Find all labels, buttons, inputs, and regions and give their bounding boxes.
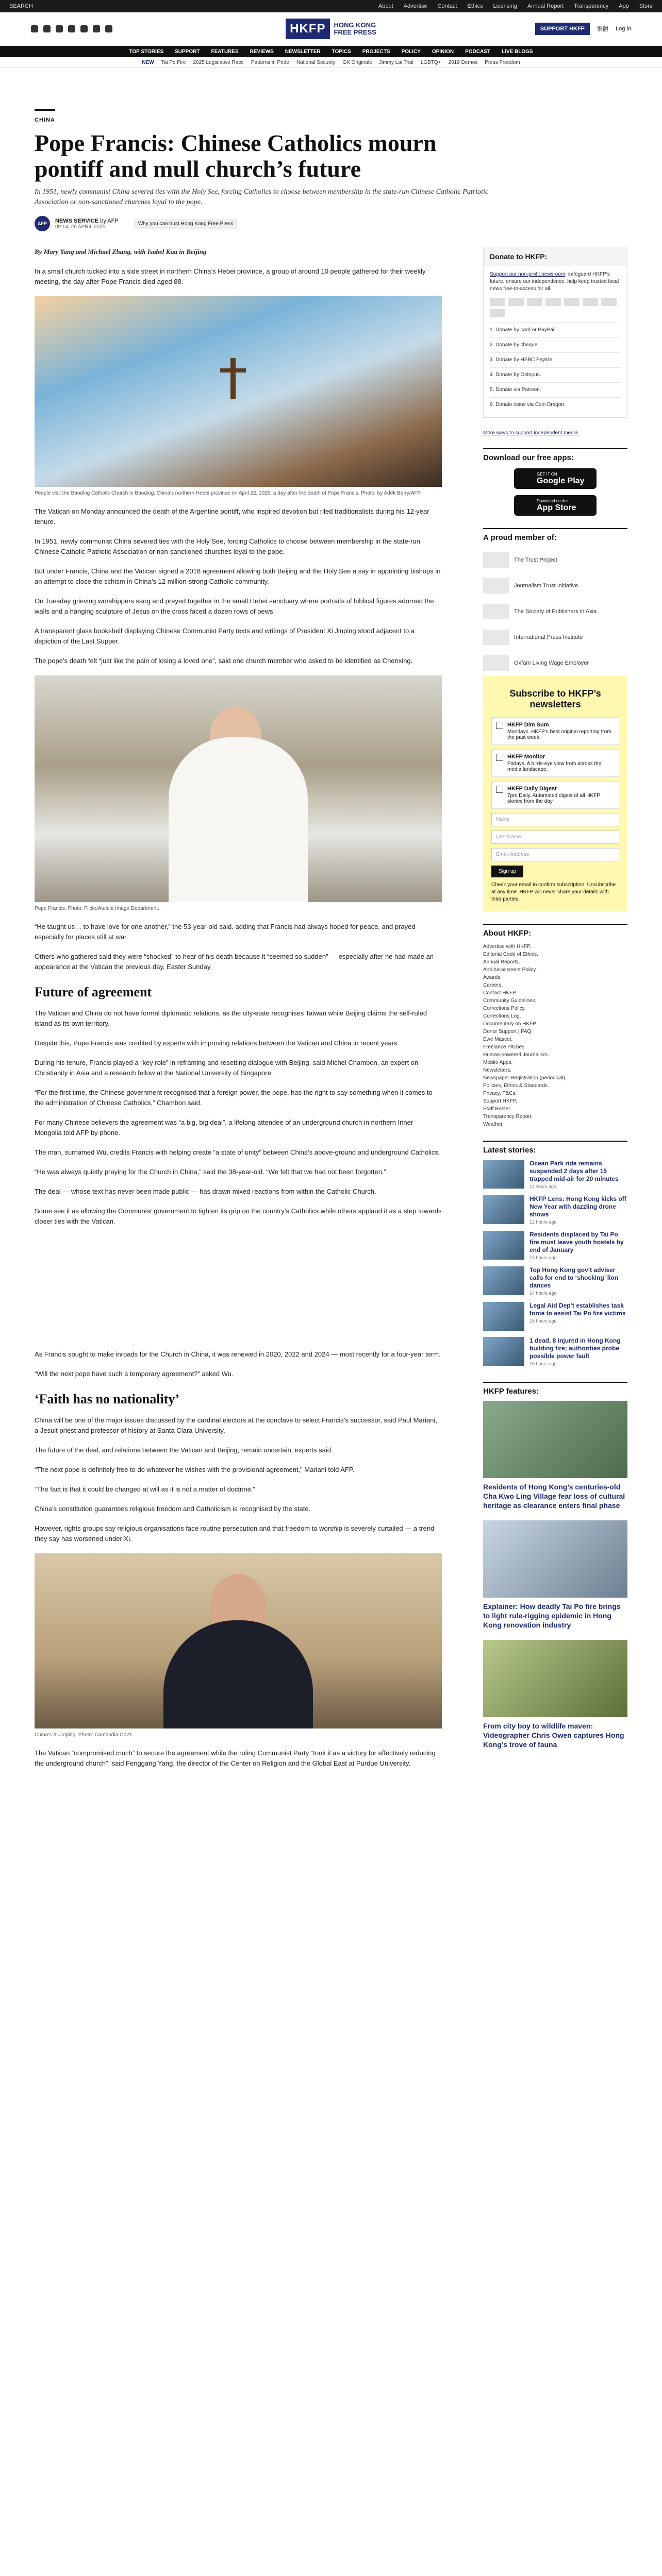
article-category[interactable]: CHINA	[35, 117, 55, 123]
donate-box	[483, 247, 627, 418]
paragraph: China will be one of the major issues discussed by the cardinal electors at the conclave to select Francis’s successor, said Paul Mariani, a Jesuit priest and professor of history at Santa Clara University.	[35, 1416, 437, 1434]
nav-policy[interactable]: POLICY	[401, 48, 421, 55]
store-name: Google Play	[537, 476, 585, 485]
donate-intro-link[interactable]: Support our non-profit newsroom	[490, 272, 566, 277]
donate-option[interactable]: 5. Donate via Patreon.	[490, 382, 621, 397]
trending-item[interactable]: GK Originals	[342, 59, 372, 65]
story-title: 1 dead, 8 injured in Hong Kong building fire; authorities probe possible power fault	[529, 1337, 621, 1360]
feature-title: From city boy to wildlife maven: Videographer Chris Owen captures Hong Kong’s trove of fauna	[483, 1722, 624, 1749]
story-thumbnail	[483, 1302, 524, 1331]
byline-label: NEWS SERVICE	[55, 217, 99, 224]
story-thumbnail	[483, 1266, 524, 1295]
member-item[interactable]	[483, 599, 627, 624]
member-item[interactable]	[483, 547, 627, 573]
topbar-link-licensing[interactable]: Licensing	[493, 3, 517, 9]
about-link[interactable]: Documentary on HKFP.	[483, 1021, 537, 1027]
about-link[interactable]: Freelance Pitches.	[483, 1044, 526, 1050]
newsletter-box	[483, 676, 627, 911]
story-title: Ocean Park ride remains suspended 2 days after 15 trapped mid-air for 20 minutes	[529, 1160, 619, 1182]
newsletter-option[interactable]	[491, 781, 619, 809]
instagram-icon[interactable]	[56, 25, 63, 32]
features-title: HKFP features:	[483, 1382, 627, 1396]
about-link[interactable]: Editorial Code of Ethics.	[483, 952, 538, 957]
about-link[interactable]: Weather.	[483, 1122, 504, 1127]
article-wrapper	[35, 109, 627, 1778]
donate-option[interactable]: 3. Donate by HSBC PayMe.	[490, 352, 621, 367]
paragraph: Some see it as allowing the Communist government to tighten its grip on the country’s Catholics while others applaud it as a step towards closer ties with the Vatican.	[35, 1207, 442, 1225]
search-link[interactable]: SEARCH	[9, 3, 33, 9]
figure-pope	[35, 675, 442, 912]
member-label: International Press Institute	[514, 634, 583, 640]
about-link[interactable]: Privacy, T&Cs.	[483, 1091, 517, 1096]
newsletter-name: HKFP Daily Digest	[507, 786, 557, 792]
paragraph: Despite this, Pope Francis was credited by experts with improving relations between the Vatican and China in recent years.	[35, 1039, 400, 1047]
checkbox[interactable]	[496, 722, 503, 729]
nav-newsletter[interactable]: NEWSLETTER	[285, 48, 321, 55]
paragraph: As Francis sought to make inroads for the Church in China, it was renewed in 2020, 2022 and 2024 — most recently for a four-year term.	[35, 1350, 441, 1358]
about-link[interactable]: Support HKFP.	[483, 1098, 517, 1104]
about-link[interactable]: Corrections Policy.	[483, 1006, 526, 1011]
about-link[interactable]: Ewe Mascot.	[483, 1037, 513, 1042]
member-item[interactable]	[483, 624, 627, 650]
nav-features[interactable]: FEATURES	[211, 48, 239, 55]
paragraph: For many Chinese believers the agreement was “a big, big deal”, a lifelong attendee of an underground church in northern Inner Mongolia told AFP by phone.	[35, 1118, 413, 1137]
feature-story[interactable]	[483, 1640, 627, 1749]
paragraph: On Tuesday grieving worshippers sang and prayed together in the small Hebei sanctuary where portraits of biblical figures adorned the walls and a hanging sculpture of Jesus on the cross faced a dozen rows of pews.	[35, 597, 434, 615]
newsletter-option[interactable]	[491, 717, 619, 745]
payme-icon	[583, 298, 598, 306]
email-input[interactable]: Email Address	[491, 848, 619, 861]
latest-story[interactable]	[483, 1337, 627, 1366]
member-item[interactable]	[483, 573, 627, 599]
donate-option[interactable]: 2. Donate by cheque.	[490, 337, 621, 352]
paragraph: During his tenure, Francis played a “key role” in reframing and resetting dialogue with Beijing, said Michel Chambon, an expert on Christianity in Asia and a research fellow at the National University of Singapore.	[35, 1059, 419, 1077]
story-thumbnail	[483, 1160, 524, 1189]
newsletter-note: Check your email to confirm subscription. Unsubscribe at any time. HKFP will never share your details with third parties.	[491, 882, 616, 902]
paragraph: In a small church tucked into a side street in northern China’s Hebei province, a group of around 10 people gathered for their weekly meeting, the day after Pope Francis died aged 88.	[35, 267, 426, 285]
paragraph: However, rights groups say religious organisations face routine persecution and that freedom to worship is severely curtailed — a trend they say has worsened under Xi.	[35, 1524, 435, 1543]
trending-item[interactable]: LGBTQ+	[420, 59, 441, 65]
about-link[interactable]: Donor Support | FAQ.	[483, 1029, 533, 1035]
latest-title: Latest stories:	[483, 1141, 627, 1155]
topbar-link-ethics[interactable]: Ethics	[467, 3, 483, 9]
article-lede: In 1951, newly communist China severed ties with the Holy See, forcing Catholics to choose between membership in the state-run Chinese Catholic Patriotic Association or non-sanctioned churches loyal to the pope.	[35, 188, 489, 206]
pope-photo[interactable]	[35, 675, 442, 902]
member-label: Oxfam Living Wage Employer	[514, 660, 589, 666]
about-link[interactable]: Community Guidelines.	[483, 998, 537, 1004]
paragraph: Others who gathered said they were “shocked” to hear of his death because it “seemed so sudden” — especially after he had made an appearance at the Vatican the previous day, Easter Sunday.	[35, 953, 434, 971]
story-date: 13 hours ago	[529, 1255, 557, 1260]
sidebar	[483, 247, 627, 1778]
trending-item[interactable]: Jimmy Lai Trial	[379, 59, 413, 65]
last-name-input[interactable]: Last Name	[491, 831, 619, 844]
ipi-logo	[483, 630, 509, 645]
member-item[interactable]	[483, 650, 627, 676]
donate-option[interactable]: 4. Donate by Octopus.	[490, 367, 621, 382]
app-store-button[interactable]	[514, 495, 597, 516]
about-link[interactable]: Awards.	[483, 975, 502, 980]
newsletter-desc: 7pm Daily. Automated digest of all HKFP stories from the day.	[507, 793, 600, 804]
nav-live-blogs[interactable]: LIVE BLOGS	[501, 48, 533, 55]
story-date: 14 hours ago	[529, 1291, 557, 1296]
paypal-icon	[564, 298, 580, 306]
paragraph: But under Francis, China and the Vatican signed a 2018 agreement allowing both Beijing and the Holy See a say in appointing bishops in an attempt to close the schism in China’s 12 million-strong Catholic community.	[35, 567, 441, 585]
feature-title: Explainer: How deadly Tai Po fire brings to light rule-rigging epidemic in Hong Kong renovation industry	[483, 1602, 621, 1629]
about-link[interactable]: Staff Roster.	[483, 1106, 511, 1112]
logo-name-line-1: HONG KONG	[334, 21, 376, 29]
x-icon[interactable]	[43, 25, 51, 32]
checkbox[interactable]	[496, 786, 503, 793]
paragraph: “The next pope is definitely free to do whatever he wishes with the provisional agreement,” Mariani told AFP.	[35, 1466, 355, 1473]
story-date: 16 hours ago	[529, 1361, 557, 1366]
paragraph: The Vatican and China do not have formal diplomatic relations, as the city-state recognises Taiwan while Beijing claims the self-ruled island as its own territory.	[35, 1009, 427, 1027]
byline-author[interactable]: by AFP	[100, 217, 119, 224]
social-links	[31, 25, 286, 32]
logo-name-line-2: FREE PRESS	[334, 28, 376, 36]
octopus-icon	[601, 298, 617, 306]
about-link[interactable]: Anti-harassment Policy.	[483, 967, 537, 973]
mastercard-icon	[508, 298, 524, 306]
store-small-label: Download on the	[537, 498, 568, 503]
member-label: The Trust Project	[514, 557, 557, 563]
about-link[interactable]: Corrections Log.	[483, 1013, 521, 1019]
amex-icon	[527, 298, 542, 306]
about-link[interactable]: Contact HKFP.	[483, 990, 517, 996]
paragraph: The future of the deal, and relations between the Vatican and Beijing, remain uncertain, experts said.	[35, 1446, 333, 1454]
trending-item[interactable]: Press Freedom	[485, 59, 520, 65]
story-title: HKFP Lens: Hong Kong kicks off New Year with dazzling drone shows	[529, 1195, 626, 1218]
nav-topics[interactable]: TOPICS	[332, 48, 351, 55]
story-thumbnail	[483, 1231, 524, 1260]
newsletter-name: HKFP Monitor	[507, 754, 545, 760]
topbar-link-store[interactable]: Store	[639, 3, 653, 9]
about-links	[483, 943, 627, 1128]
youtube-icon[interactable]	[80, 25, 88, 32]
payment-icons	[490, 298, 621, 317]
newsletter-desc: Fridays. A birds-eye view from across the media landscape.	[507, 761, 602, 772]
donate-intro-text: : safeguard HKFP’s future, ensure our independence, help keep trusted local news free-to-access for all.	[490, 272, 619, 292]
nav-support[interactable]: SUPPORT	[175, 48, 200, 55]
unionpay-icon	[545, 298, 561, 306]
apps-title: Download our free apps:	[483, 448, 627, 462]
login-link[interactable]: Log in	[616, 26, 632, 32]
language-switch[interactable]: 繁體	[597, 26, 609, 32]
article-authors: By Mary Yang and Michael Zhang, with Isabel Kua in Beijing	[35, 248, 207, 256]
masthead	[0, 12, 662, 46]
paragraph: The Vatican “compromised much” to secure the agreement while the ruling Communist Party “took it as a victory for effectively reducing the underground church”, said Fenggang Yang, the director of the Center on Religion and the Global East at Purdue University.	[35, 1749, 436, 1767]
store-small-label: GET IT ON	[537, 471, 557, 477]
xi-photo[interactable]	[35, 1553, 442, 1728]
paragraph: In 1951, newly communist China severed ties with the Holy See, forcing Catholics to choose between membership in the state-run Chinese Catholic Patriotic Association or non-sanctioned churches loyal to the pope.	[35, 537, 420, 555]
section-heading: Future of agreement	[35, 985, 152, 999]
feature-image	[483, 1401, 627, 1478]
donate-option[interactable]: 1. Donate by card or PayPal.	[490, 323, 621, 337]
donate-title: Donate to HKFP:	[484, 247, 627, 266]
member-title: A proud member of:	[483, 528, 627, 542]
newsletter-option[interactable]	[491, 749, 619, 777]
logo-mark: HKFP	[286, 19, 329, 39]
nav-podcast[interactable]: PODCAST	[465, 48, 490, 55]
paragraph: The man, surnamed Wu, credits Francis with helping create “a state of unity” between China’s above-ground and underground Catholics.	[35, 1148, 440, 1156]
newsletter-desc: Mondays. HKFP’s best original reporting from the past week.	[507, 729, 611, 740]
topbar-link-advertise[interactable]: Advertise	[403, 3, 427, 9]
about-link[interactable]: Careers.	[483, 982, 503, 988]
store-name: App Store	[537, 503, 576, 512]
nav-projects[interactable]: PROJECTS	[362, 48, 390, 55]
feature-story[interactable]	[483, 1520, 627, 1630]
trending-nav	[0, 57, 662, 68]
paragraph: “He taught us… to have love for one another,” the 53-year-old said, adding that Francis had always hoped for peace, and prayed especially for places still at war.	[35, 923, 416, 941]
feature-image	[483, 1520, 627, 1598]
new-label: NEW	[142, 59, 154, 65]
story-date: 11 hours ago	[529, 1184, 556, 1189]
feature-title: Residents of Hong Kong’s centuries-old Cha Kwo Ling Village fear loss of cultural heritage as clearance enters final phase	[483, 1483, 625, 1510]
checkbox[interactable]	[496, 754, 503, 761]
title-rule	[35, 109, 55, 111]
latest-story[interactable]	[483, 1195, 627, 1225]
google-play-button[interactable]	[514, 468, 597, 489]
figure-caption: People visit the Baoding Catholic Church in Baoding, China’s northern Hebei province on April 22, 2025, a day after the death of Pope Francis. Photo: by Adek Berry/AFP.	[35, 490, 422, 496]
support-hkfp-button[interactable]: SUPPORT HKFP	[535, 23, 590, 35]
site-logo[interactable]	[286, 19, 376, 39]
story-date: 12 hours ago	[529, 1219, 557, 1225]
feature-story[interactable]	[483, 1401, 627, 1510]
telegram-icon[interactable]	[93, 25, 100, 32]
paragraph: “He was always quietly praying for the Church in China,” said the 38-year-old. “We felt that we had not been forgotten.”	[35, 1168, 386, 1176]
newsletter-title: Subscribe to HKFP’s newsletters	[509, 688, 601, 709]
figure-caption: China’s Xi Jinping. Photo: Cambodia Gov’t.	[35, 1732, 134, 1738]
top-utility-bar	[0, 0, 662, 12]
latest-story[interactable]	[483, 1266, 627, 1296]
paragraph: The deal — whose text has never been made public — has drawn mixed reactions from within the Catholic Church.	[35, 1188, 376, 1195]
fps-icon	[490, 309, 505, 317]
nav-reviews[interactable]: REVIEWS	[250, 48, 274, 55]
section-heading: ‘Faith has no nationality’	[35, 1392, 179, 1406]
trending-item[interactable]: 2025 Legislative Race	[193, 59, 244, 65]
nav-opinion[interactable]: OPINION	[432, 48, 454, 55]
church-photo[interactable]	[35, 296, 442, 487]
article-body	[35, 247, 442, 1778]
figure-caption: Pope Francis. Photo: Flickr/Ateleia Image Department.	[35, 906, 159, 911]
sopa-logo	[483, 604, 509, 619]
visa-icon	[490, 298, 505, 306]
member-label: The Society of Publishers in Asia	[514, 608, 597, 615]
trending-item[interactable]: Tai Po Fire	[161, 59, 186, 65]
donate-option[interactable]: 6. Donate coins via Coin Dragon.	[490, 397, 621, 412]
author-avatar[interactable]: AFP	[35, 216, 50, 231]
story-title: Top Hong Kong gov’t adviser calls for end to ‘shocking’ lion dances	[529, 1266, 619, 1289]
ad-slot	[35, 1236, 442, 1349]
paragraph: China’s constitution guarantees religious freedom and Catholicism is recognised by the state.	[35, 1505, 311, 1513]
topbar-link-app[interactable]: App	[619, 3, 629, 9]
main-nav	[0, 46, 662, 57]
nav-top-stories[interactable]: TOP STORIES	[129, 48, 164, 55]
topbar-link-contact[interactable]: Contact	[437, 3, 457, 9]
name-input[interactable]: Name	[491, 813, 619, 826]
story-date: 15 hours ago	[529, 1318, 557, 1324]
mail-icon[interactable]	[105, 25, 112, 32]
publish-date: 09:14, 26 APRIL 2025	[55, 224, 106, 230]
more-ways-link[interactable]: More ways to support independent media.	[483, 430, 580, 436]
oxfam-logo	[483, 655, 509, 671]
feature-image	[483, 1640, 627, 1717]
trending-item[interactable]: National Security	[296, 59, 336, 65]
byline	[35, 216, 627, 231]
about-link[interactable]: Newsletters.	[483, 1067, 512, 1073]
trending-item[interactable]: 2019 Demos	[448, 59, 478, 65]
about-link[interactable]: Advertise with HKFP.	[483, 944, 532, 950]
story-title: Residents displaced by Tai Po fire must leave youth hostels by end of January	[529, 1231, 624, 1253]
trust-project-logo	[483, 552, 509, 568]
paragraph: “For the first time, the Chinese government recognised that a foreign power, the pope, has the right to say something when it comes to the administration of Chinese Catholics,” Chambon said.	[35, 1089, 433, 1107]
topbar-link-annual-report[interactable]: Annual Report	[527, 3, 564, 9]
newsletter-name: HKFP Dim Sum	[507, 722, 549, 728]
story-thumbnail	[483, 1195, 524, 1224]
jti-logo	[483, 578, 509, 594]
paragraph: A transparent glass bookshelf displaying Chinese Communist Party texts and writings of President Xi Jinping stood adjacent to a depiction of the Last Supper.	[35, 627, 415, 645]
member-label: Journalism Trust Initiative	[514, 583, 578, 589]
sign-up-button[interactable]: Sign up	[491, 866, 523, 877]
figure-church	[35, 296, 442, 497]
paragraph: “The fact is that it could be changed at will as it is not a matter of doctrine.”	[35, 1485, 255, 1493]
about-link[interactable]: Transparency Report.	[483, 1114, 533, 1120]
about-link[interactable]: Annual Reports.	[483, 959, 520, 965]
about-link[interactable]: Mobile Apps.	[483, 1060, 513, 1065]
about-link[interactable]: Policies, Ethics & Standards.	[483, 1083, 549, 1089]
facebook-icon[interactable]	[31, 25, 38, 32]
about-link[interactable]: Human-powered Journalism.	[483, 1052, 549, 1058]
figure-xi	[35, 1553, 442, 1739]
paragraph: The pope’s death felt “just like the pain of losing a loved one”, said one church member who asked to be identified as Chenxing.	[35, 657, 413, 665]
topbar-link-transparency[interactable]: Transparency	[574, 3, 609, 9]
trust-link[interactable]: Why you can trust Hong Kong Free Press	[134, 219, 238, 229]
latest-story[interactable]	[483, 1160, 627, 1189]
story-thumbnail	[483, 1337, 524, 1366]
paragraph: The Vatican on Monday announced the death of the Argentine pontiff, who inspired devotion but riled traditionalists during his 12-year tenure.	[35, 507, 429, 526]
about-link[interactable]: Newspaper Registration (periodical).	[483, 1075, 567, 1081]
latest-story[interactable]	[483, 1302, 627, 1331]
paragraph: “Will the next pope have such a temporary agreement?” asked Wu.	[35, 1370, 234, 1378]
trending-item[interactable]: Patterns in Pride	[251, 59, 289, 65]
about-title: About HKFP:	[483, 924, 627, 938]
latest-story[interactable]	[483, 1231, 627, 1260]
threads-icon[interactable]	[68, 25, 75, 32]
article-title: Pope Francis: Chinese Catholics mourn pontiff and mull church’s future	[35, 130, 437, 182]
story-title: Legal Aid Dep’t establishes task force to assist Tai Po fire victims	[529, 1302, 626, 1317]
topbar-link-about[interactable]: About	[378, 3, 393, 9]
